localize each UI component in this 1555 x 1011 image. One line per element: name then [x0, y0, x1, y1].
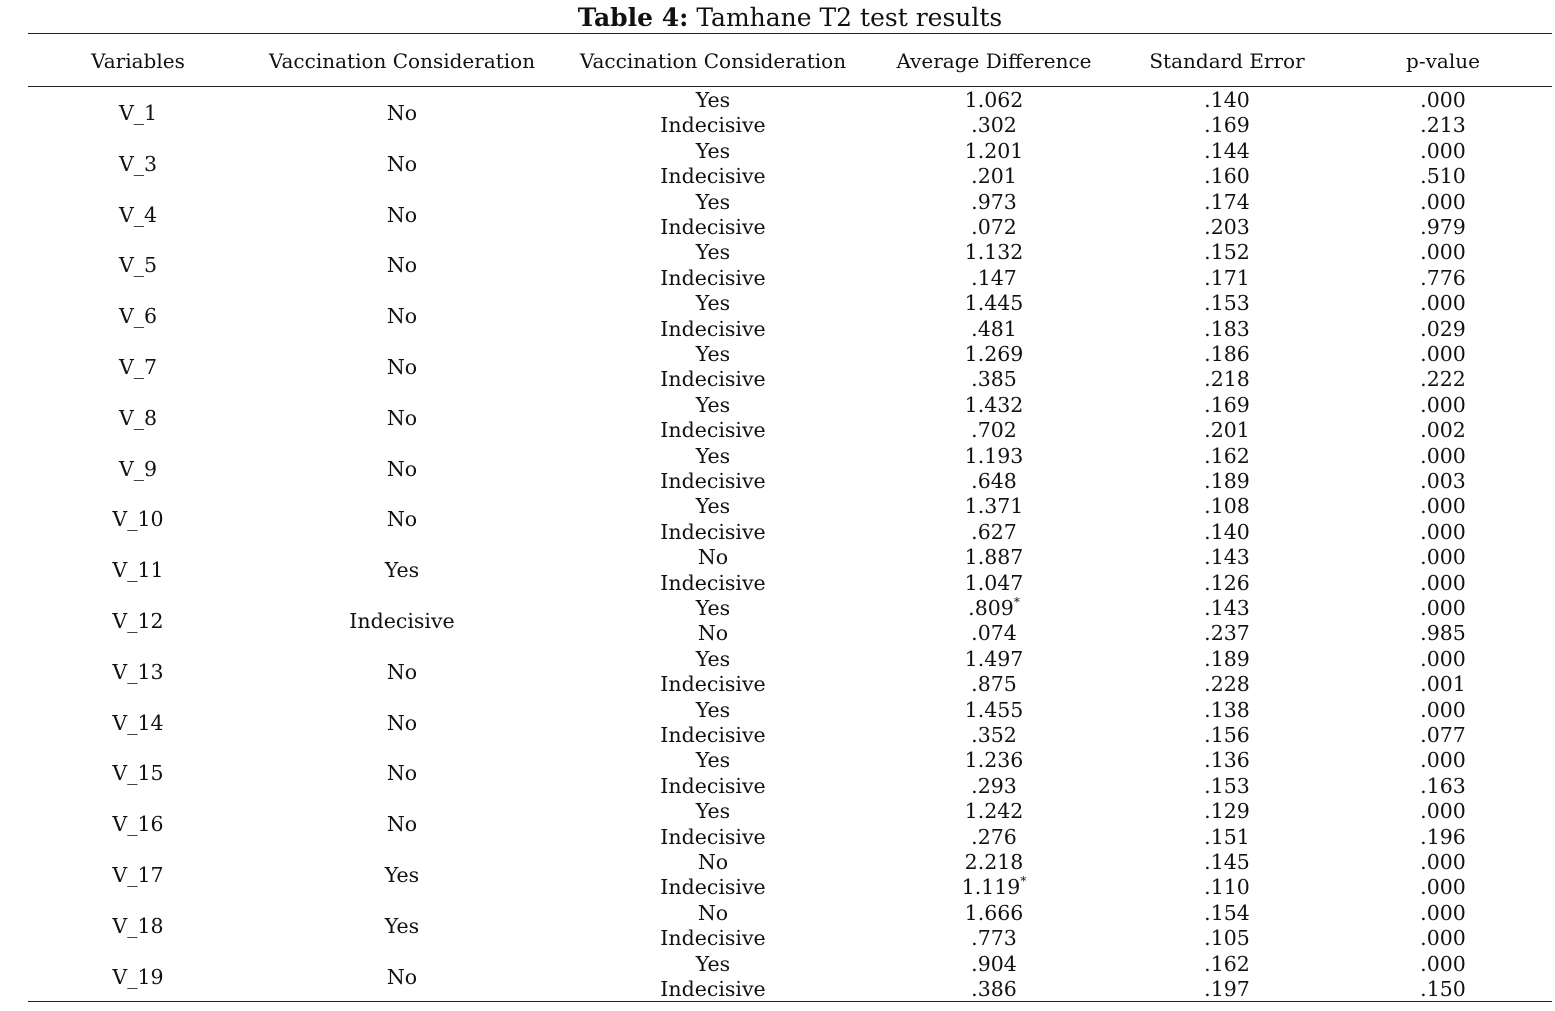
- standard-error-cell: .183: [1204, 316, 1250, 341]
- table-row-group: [0, 596, 1555, 647]
- variable-cell: V_12: [112, 608, 164, 633]
- standard-error-cell: .145: [1204, 849, 1250, 874]
- comparison-group-cell: Yes: [695, 88, 731, 112]
- p-value-cell: .000: [1420, 494, 1466, 519]
- table-row-group: [0, 952, 1555, 1003]
- top-rule: [28, 33, 1552, 34]
- average-difference-value: .276: [971, 824, 1017, 849]
- vaccination-consideration-cell: No: [386, 253, 418, 278]
- comparison-group-cell: Yes: [695, 138, 731, 163]
- standard-error-cell: .237: [1204, 621, 1250, 646]
- average-difference-value: 1.062: [964, 88, 1024, 112]
- comparison-group-cell: Yes: [695, 291, 731, 316]
- table-row: [0, 469, 1555, 494]
- table-row: [0, 240, 1555, 265]
- average-difference-cell: [874, 469, 1114, 494]
- comparison-group-cell: Yes: [695, 951, 731, 976]
- average-difference-value: 1.455: [964, 697, 1024, 722]
- average-difference-cell: [874, 545, 1114, 570]
- standard-error-cell: .152: [1204, 240, 1250, 265]
- standard-error-cell: .201: [1204, 418, 1250, 443]
- variable-cell: V_1: [118, 101, 158, 125]
- header-rule: [28, 86, 1552, 87]
- p-value-cell: .776: [1420, 265, 1466, 290]
- variable-cell: V_5: [118, 253, 158, 278]
- comparison-group-cell: Indecisive: [660, 824, 766, 849]
- p-value-cell: .000: [1420, 240, 1466, 265]
- p-value-cell: .000: [1420, 291, 1466, 316]
- average-difference-cell: [874, 291, 1114, 316]
- standard-error-cell: .108: [1204, 494, 1250, 519]
- significance-marker: *: [1013, 594, 1020, 609]
- comparison-group-cell: Indecisive: [660, 316, 766, 341]
- average-difference-cell: [874, 647, 1114, 672]
- standard-error-cell: .154: [1204, 900, 1250, 925]
- standard-error-cell: .218: [1204, 367, 1250, 392]
- average-difference-value: .386: [971, 976, 1017, 1001]
- p-value-cell: .000: [1420, 849, 1466, 874]
- vaccination-consideration-cell: No: [386, 304, 418, 329]
- p-value-cell: .000: [1420, 748, 1466, 773]
- comparison-group-cell: Indecisive: [660, 265, 766, 290]
- average-difference-cell: [874, 672, 1114, 697]
- average-difference-cell: [874, 825, 1114, 850]
- table-row: [0, 875, 1555, 900]
- standard-error-cell: .189: [1204, 646, 1250, 671]
- average-difference-cell: [874, 621, 1114, 646]
- table-row-group: [0, 393, 1555, 444]
- caption-text: Tamhane T2 test results: [696, 3, 1003, 32]
- vaccination-consideration-cell: No: [386, 812, 418, 837]
- average-difference-cell: [874, 266, 1114, 291]
- average-difference-cell: [874, 164, 1114, 189]
- standard-error-cell: .136: [1204, 748, 1250, 773]
- comparison-group-cell: Indecisive: [660, 773, 766, 798]
- standard-error-cell: .156: [1204, 722, 1250, 747]
- comparison-group-cell: Indecisive: [660, 976, 766, 1001]
- standard-error-cell: .189: [1204, 468, 1250, 493]
- average-difference-cell: [874, 240, 1114, 265]
- average-difference-cell: [874, 317, 1114, 342]
- comparison-group-cell: Yes: [695, 494, 731, 519]
- average-difference-value: .147: [971, 265, 1017, 290]
- average-difference-value: .072: [971, 214, 1017, 239]
- vaccination-consideration-cell: No: [386, 710, 418, 735]
- table-row-group: [0, 190, 1555, 241]
- average-difference-cell: [874, 875, 1114, 900]
- comparison-group-cell: Yes: [695, 799, 731, 824]
- variable-cell: V_7: [118, 354, 158, 379]
- p-value-cell: .000: [1420, 392, 1466, 417]
- average-difference-value: .385: [971, 367, 1017, 392]
- average-difference-cell: [874, 520, 1114, 545]
- vaccination-consideration-cell: No: [386, 964, 418, 989]
- table-row: [0, 393, 1555, 418]
- variable-cell: V_15: [112, 761, 164, 786]
- standard-error-cell: .110: [1204, 875, 1250, 900]
- table-row: [0, 215, 1555, 240]
- table-row-group: [0, 88, 1555, 139]
- standard-error-cell: .186: [1204, 341, 1250, 366]
- standard-error-cell: .174: [1204, 189, 1250, 214]
- standard-error-cell: .162: [1204, 951, 1250, 976]
- average-difference-cell: [874, 494, 1114, 519]
- table-row: [0, 723, 1555, 748]
- table-row: [0, 113, 1555, 138]
- p-value-cell: .163: [1420, 773, 1466, 798]
- table-row: [0, 291, 1555, 316]
- table-row-group: [0, 698, 1555, 749]
- standard-error-cell: .171: [1204, 265, 1250, 290]
- average-difference-value: 2.218: [964, 849, 1024, 874]
- table-row-group: [0, 850, 1555, 901]
- table-row-group: [0, 799, 1555, 850]
- table-row-group: [0, 748, 1555, 799]
- average-difference-cell: [874, 418, 1114, 443]
- table-row: [0, 520, 1555, 545]
- table-row: [0, 342, 1555, 367]
- vaccination-consideration-cell: No: [386, 507, 418, 532]
- vaccination-consideration-cell: Yes: [384, 913, 420, 938]
- p-value-cell: .196: [1420, 824, 1466, 849]
- p-value-cell: .222: [1420, 367, 1466, 392]
- average-difference-cell: [874, 393, 1114, 418]
- standard-error-cell: .143: [1204, 595, 1250, 620]
- average-difference-value: .352: [971, 722, 1017, 747]
- average-difference-value: .904: [971, 951, 1017, 976]
- p-value-cell: .000: [1420, 443, 1466, 468]
- table-body: [0, 88, 1555, 1002]
- p-value-cell: .000: [1420, 926, 1466, 951]
- p-value-cell: .077: [1420, 722, 1466, 747]
- table-row: [0, 799, 1555, 824]
- average-difference-value: 1.666: [964, 900, 1024, 925]
- variable-cell: V_8: [118, 405, 158, 430]
- table-row: [0, 647, 1555, 672]
- standard-error-cell: .169: [1204, 392, 1250, 417]
- table-row: [0, 901, 1555, 926]
- variable-cell: V_17: [112, 862, 164, 887]
- p-value-cell: .029: [1420, 316, 1466, 341]
- vaccination-consideration-cell: No: [386, 354, 418, 379]
- table-row: [0, 571, 1555, 596]
- comparison-group-cell: Indecisive: [660, 214, 766, 239]
- average-difference-cell: [874, 596, 1114, 621]
- average-difference-value: .481: [971, 316, 1017, 341]
- standard-error-cell: .153: [1204, 291, 1250, 316]
- table-row-group: [0, 291, 1555, 342]
- average-difference-value: 1.236: [964, 748, 1024, 773]
- vaccination-consideration-cell: No: [386, 101, 418, 125]
- variable-cell: V_19: [112, 964, 164, 989]
- comparison-group-cell: Indecisive: [660, 113, 766, 138]
- average-difference-cell: [874, 774, 1114, 799]
- header-variables: Variables: [91, 49, 185, 73]
- average-difference-cell: [874, 723, 1114, 748]
- standard-error-cell: .169: [1204, 113, 1250, 138]
- comparison-group-cell: No: [697, 900, 729, 925]
- p-value-cell: .003: [1420, 468, 1466, 493]
- average-difference-cell: [874, 571, 1114, 596]
- average-difference-value: 1.119: [961, 875, 1021, 900]
- table-row-group: [0, 545, 1555, 596]
- average-difference-cell: [874, 88, 1114, 113]
- table-row: [0, 494, 1555, 519]
- comparison-group-cell: Yes: [695, 341, 731, 366]
- standard-error-cell: .153: [1204, 773, 1250, 798]
- bottom-rule: [28, 1001, 1552, 1002]
- table-row: [0, 164, 1555, 189]
- table-row-group: [0, 240, 1555, 291]
- comparison-group-cell: Yes: [695, 697, 731, 722]
- variable-cell: V_13: [112, 659, 164, 684]
- variable-cell: V_11: [112, 558, 164, 583]
- vaccination-consideration-cell: Yes: [384, 862, 420, 887]
- vaccination-consideration-cell: No: [386, 456, 418, 481]
- table-row: [0, 748, 1555, 773]
- average-difference-value: 1.497: [964, 646, 1024, 671]
- comparison-group-cell: Yes: [695, 646, 731, 671]
- average-difference-value: 1.242: [964, 799, 1024, 824]
- variable-cell: V_18: [112, 913, 164, 938]
- p-value-cell: .150: [1420, 976, 1466, 1001]
- table-row: [0, 850, 1555, 875]
- p-value-cell: .001: [1420, 672, 1466, 697]
- p-value-cell: .000: [1420, 88, 1466, 112]
- table-row: [0, 977, 1555, 1002]
- standard-error-cell: .203: [1204, 214, 1250, 239]
- p-value-cell: .000: [1420, 799, 1466, 824]
- comparison-group-cell: Yes: [695, 748, 731, 773]
- comparison-group-cell: Indecisive: [660, 926, 766, 951]
- comparison-group-cell: Indecisive: [660, 672, 766, 697]
- variable-cell: V_14: [112, 710, 164, 735]
- standard-error-cell: .143: [1204, 545, 1250, 570]
- standard-error-cell: .126: [1204, 570, 1250, 595]
- table-row: [0, 621, 1555, 646]
- comparison-group-cell: No: [697, 545, 729, 570]
- average-difference-value: 1.445: [964, 291, 1024, 316]
- average-difference-cell: [874, 799, 1114, 824]
- p-value-cell: .000: [1420, 341, 1466, 366]
- vaccination-consideration-cell: No: [386, 761, 418, 786]
- table-row-group: [0, 901, 1555, 952]
- p-value-cell: .000: [1420, 595, 1466, 620]
- table-row: [0, 190, 1555, 215]
- average-difference-cell: [874, 977, 1114, 1002]
- p-value-cell: .000: [1420, 646, 1466, 671]
- average-difference-cell: [874, 367, 1114, 392]
- header-vaccination-consideration-2: Vaccination Consideration: [579, 49, 847, 73]
- average-difference-cell: [874, 926, 1114, 951]
- table-row: [0, 698, 1555, 723]
- comparison-group-cell: Indecisive: [660, 468, 766, 493]
- average-difference-value: .627: [971, 519, 1017, 544]
- table-row-group: [0, 342, 1555, 393]
- average-difference-value: .302: [971, 113, 1017, 138]
- table-row: [0, 952, 1555, 977]
- table-row-group: [0, 444, 1555, 495]
- average-difference-value: .648: [971, 468, 1017, 493]
- p-value-cell: .000: [1420, 570, 1466, 595]
- standard-error-cell: .160: [1204, 164, 1250, 189]
- variable-cell: V_3: [118, 151, 158, 176]
- average-difference-value: .973: [971, 189, 1017, 214]
- variable-cell: V_6: [118, 304, 158, 329]
- p-value-cell: .510: [1420, 164, 1466, 189]
- comparison-group-cell: Indecisive: [660, 519, 766, 544]
- average-difference-value: 1.269: [964, 341, 1024, 366]
- comparison-group-cell: Yes: [695, 189, 731, 214]
- average-difference-cell: [874, 215, 1114, 240]
- vaccination-consideration-cell: Yes: [384, 558, 420, 583]
- header-average-difference: Average Difference: [896, 49, 1092, 73]
- standard-error-cell: .138: [1204, 697, 1250, 722]
- p-value-cell: .979: [1420, 214, 1466, 239]
- variable-cell: V_9: [118, 456, 158, 481]
- vaccination-consideration-cell: Indecisive: [349, 608, 455, 633]
- average-difference-value: .773: [971, 926, 1017, 951]
- average-difference-value: 1.201: [964, 138, 1024, 163]
- p-value-cell: .985: [1420, 621, 1466, 646]
- p-value-cell: .000: [1420, 189, 1466, 214]
- average-difference-cell: [874, 748, 1114, 773]
- vaccination-consideration-cell: No: [386, 202, 418, 227]
- header-p-value: p-value: [1406, 49, 1480, 73]
- standard-error-cell: .228: [1204, 672, 1250, 697]
- standard-error-cell: .144: [1204, 138, 1250, 163]
- vaccination-consideration-cell: No: [386, 405, 418, 430]
- comparison-group-cell: Indecisive: [660, 418, 766, 443]
- standard-error-cell: .197: [1204, 976, 1250, 1001]
- table-row: [0, 596, 1555, 621]
- average-difference-cell: [874, 190, 1114, 215]
- standard-error-cell: .140: [1204, 88, 1250, 112]
- average-difference-cell: [874, 850, 1114, 875]
- average-difference-value: .293: [971, 773, 1017, 798]
- p-value-cell: .000: [1420, 545, 1466, 570]
- average-difference-value: 1.371: [964, 494, 1024, 519]
- average-difference-cell: [874, 444, 1114, 469]
- p-value-cell: .000: [1420, 138, 1466, 163]
- comparison-group-cell: Indecisive: [660, 875, 766, 900]
- comparison-group-cell: Indecisive: [660, 164, 766, 189]
- average-difference-value: 1.047: [964, 570, 1024, 595]
- average-difference-value: 1.132: [964, 240, 1024, 265]
- variable-cell: V_4: [118, 202, 158, 227]
- variable-cell: V_10: [112, 507, 164, 532]
- comparison-group-cell: Indecisive: [660, 570, 766, 595]
- p-value-cell: .000: [1420, 900, 1466, 925]
- p-value-cell: .000: [1420, 951, 1466, 976]
- table-row: [0, 825, 1555, 850]
- table-row: [0, 139, 1555, 164]
- table-row: [0, 444, 1555, 469]
- variable-cell: V_16: [112, 812, 164, 837]
- average-difference-cell: [874, 342, 1114, 367]
- standard-error-cell: .129: [1204, 799, 1250, 824]
- comparison-group-cell: Indecisive: [660, 722, 766, 747]
- comparison-group-cell: No: [697, 849, 729, 874]
- table-row: [0, 88, 1555, 113]
- standard-error-cell: .105: [1204, 926, 1250, 951]
- vaccination-consideration-cell: No: [386, 151, 418, 176]
- table-row-group: [0, 139, 1555, 190]
- comparison-group-cell: No: [697, 621, 729, 646]
- comparison-group-cell: Indecisive: [660, 367, 766, 392]
- standard-error-cell: .140: [1204, 519, 1250, 544]
- comparison-group-cell: Yes: [695, 240, 731, 265]
- table-row: [0, 926, 1555, 951]
- significance-marker: *: [1020, 874, 1027, 889]
- average-difference-cell: [874, 952, 1114, 977]
- average-difference-value: .702: [971, 418, 1017, 443]
- header-vaccination-consideration-1: Vaccination Consideration: [268, 49, 536, 73]
- header-standard-error: Standard Error: [1149, 49, 1305, 73]
- average-difference-value: 1.432: [964, 392, 1024, 417]
- average-difference-cell: [874, 113, 1114, 138]
- p-value-cell: .000: [1420, 697, 1466, 722]
- table-row-group: [0, 647, 1555, 698]
- table-row: [0, 672, 1555, 697]
- average-difference-value: 1.887: [964, 545, 1024, 570]
- table-caption: [0, 3, 1555, 33]
- p-value-cell: .000: [1420, 875, 1466, 900]
- table-row: [0, 266, 1555, 291]
- average-difference-value: .201: [971, 164, 1017, 189]
- table-row-group: [0, 494, 1555, 545]
- table-row: [0, 774, 1555, 799]
- table-row: [0, 367, 1555, 392]
- comparison-group-cell: Yes: [695, 392, 731, 417]
- average-difference-cell: [874, 901, 1114, 926]
- comparison-group-cell: Yes: [695, 443, 731, 468]
- vaccination-consideration-cell: No: [386, 659, 418, 684]
- p-value-cell: .000: [1420, 519, 1466, 544]
- p-value-cell: .213: [1420, 113, 1466, 138]
- comparison-group-cell: Yes: [695, 595, 731, 620]
- p-value-cell: .002: [1420, 418, 1466, 443]
- standard-error-cell: .162: [1204, 443, 1250, 468]
- average-difference-value: .809: [968, 595, 1014, 620]
- average-difference-cell: [874, 139, 1114, 164]
- table-row: [0, 317, 1555, 342]
- average-difference-value: .875: [971, 672, 1017, 697]
- caption-label: Table 4:: [577, 3, 689, 32]
- average-difference-value: .074: [971, 621, 1017, 646]
- average-difference-cell: [874, 698, 1114, 723]
- average-difference-value: 1.193: [964, 443, 1024, 468]
- table-header-row: [0, 44, 1555, 78]
- standard-error-cell: .151: [1204, 824, 1250, 849]
- table-row: [0, 545, 1555, 570]
- table-row: [0, 418, 1555, 443]
